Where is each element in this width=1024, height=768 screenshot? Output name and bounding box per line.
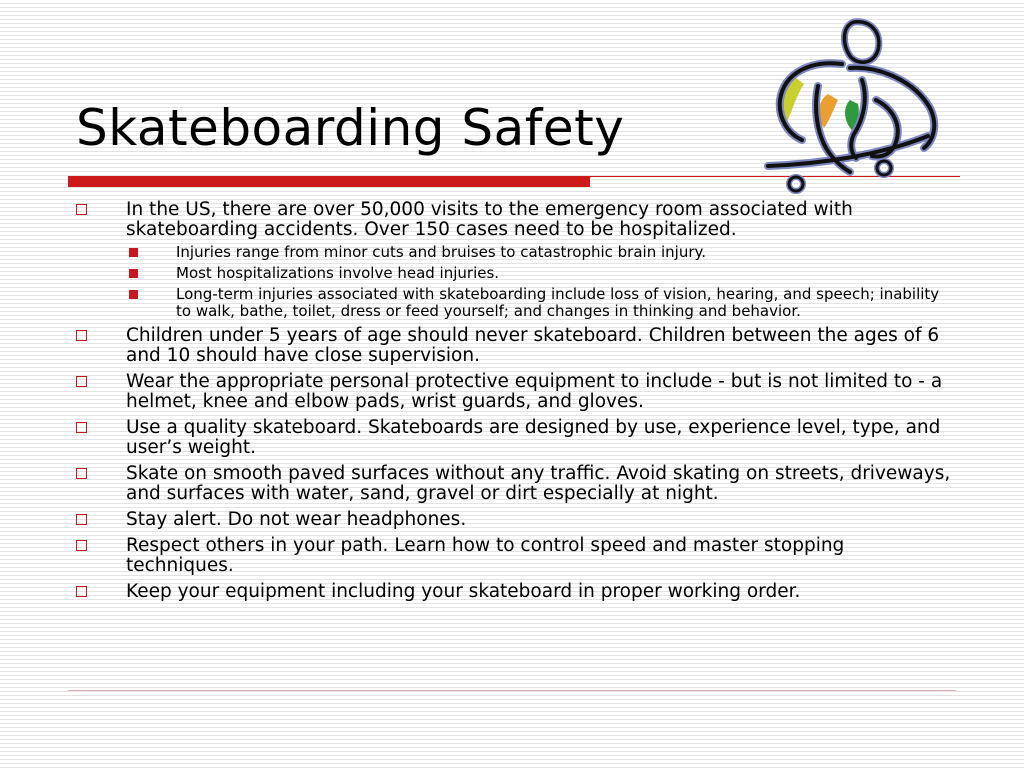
footer-divider-line bbox=[68, 690, 956, 691]
bullet-text: Children under 5 years of age should never skateboard. Children between the ages of 6 and 10 should have close supervision. bbox=[126, 325, 940, 366]
bullet-list bbox=[76, 200, 956, 608]
list-item bbox=[76, 510, 956, 530]
slide-title: Skateboarding Safety bbox=[76, 99, 625, 157]
sub-bullet-text: Most hospitalizations involve head injuries. bbox=[176, 264, 500, 282]
list-item bbox=[76, 372, 956, 412]
filled-square-bullet-icon bbox=[129, 290, 138, 299]
list-item bbox=[76, 464, 956, 504]
hollow-square-bullet-icon bbox=[76, 204, 87, 215]
list-item bbox=[76, 536, 956, 576]
sub-list-item bbox=[126, 286, 956, 320]
list-item bbox=[76, 200, 956, 320]
hollow-square-bullet-icon bbox=[76, 330, 87, 341]
bullet-text: Use a quality skateboard. Skateboards are designed by use, experience level, type, and user’s weight. bbox=[126, 417, 941, 458]
skateboarder-icon bbox=[758, 16, 950, 200]
filled-square-bullet-icon bbox=[129, 269, 138, 278]
sub-bullet-list bbox=[126, 244, 956, 320]
list-item bbox=[76, 326, 956, 366]
bullet-text: Skate on smooth paved surfaces without any traffic. Avoid skating on streets, driveways, and surfaces with water, sand, gravel or dirt especially at night. bbox=[126, 463, 951, 504]
bullet-text: Keep your equipment including your skateboard in proper working order. bbox=[126, 581, 801, 602]
sub-bullet-text: Long-term injuries associated with skateboarding include loss of vision, hearing, and speech; inability to walk, bathe, toilet, dress or feed yourself; and changes in thinking and behavior. bbox=[176, 285, 940, 320]
hollow-square-bullet-icon bbox=[76, 422, 87, 433]
hollow-square-bullet-icon bbox=[76, 540, 87, 551]
sub-bullet-text: Injuries range from minor cuts and bruises to catastrophic brain injury. bbox=[176, 243, 707, 261]
bullet-text: Wear the appropriate personal protective equipment to include - but is not limited to - a helmet, knee and elbow pads, wrist guards, and gloves. bbox=[126, 371, 943, 412]
sub-list-item bbox=[126, 244, 956, 261]
title-divider-bar bbox=[68, 176, 590, 187]
filled-square-bullet-icon bbox=[129, 248, 138, 257]
hollow-square-bullet-icon bbox=[76, 514, 87, 525]
list-item bbox=[76, 582, 956, 602]
bullet-text: Respect others in your path. Learn how to control speed and master stopping techniques. bbox=[126, 535, 845, 576]
sub-list-item bbox=[126, 265, 956, 282]
list-item bbox=[76, 418, 956, 458]
hollow-square-bullet-icon bbox=[76, 468, 87, 479]
hollow-square-bullet-icon bbox=[76, 586, 87, 597]
hollow-square-bullet-icon bbox=[76, 376, 87, 387]
bullet-text: Stay alert. Do not wear headphones. bbox=[126, 509, 467, 530]
bullet-text: In the US, there are over 50,000 visits to the emergency room associated with skateboarding accidents. Over 150 cases need to be hospitalized. bbox=[126, 199, 853, 240]
